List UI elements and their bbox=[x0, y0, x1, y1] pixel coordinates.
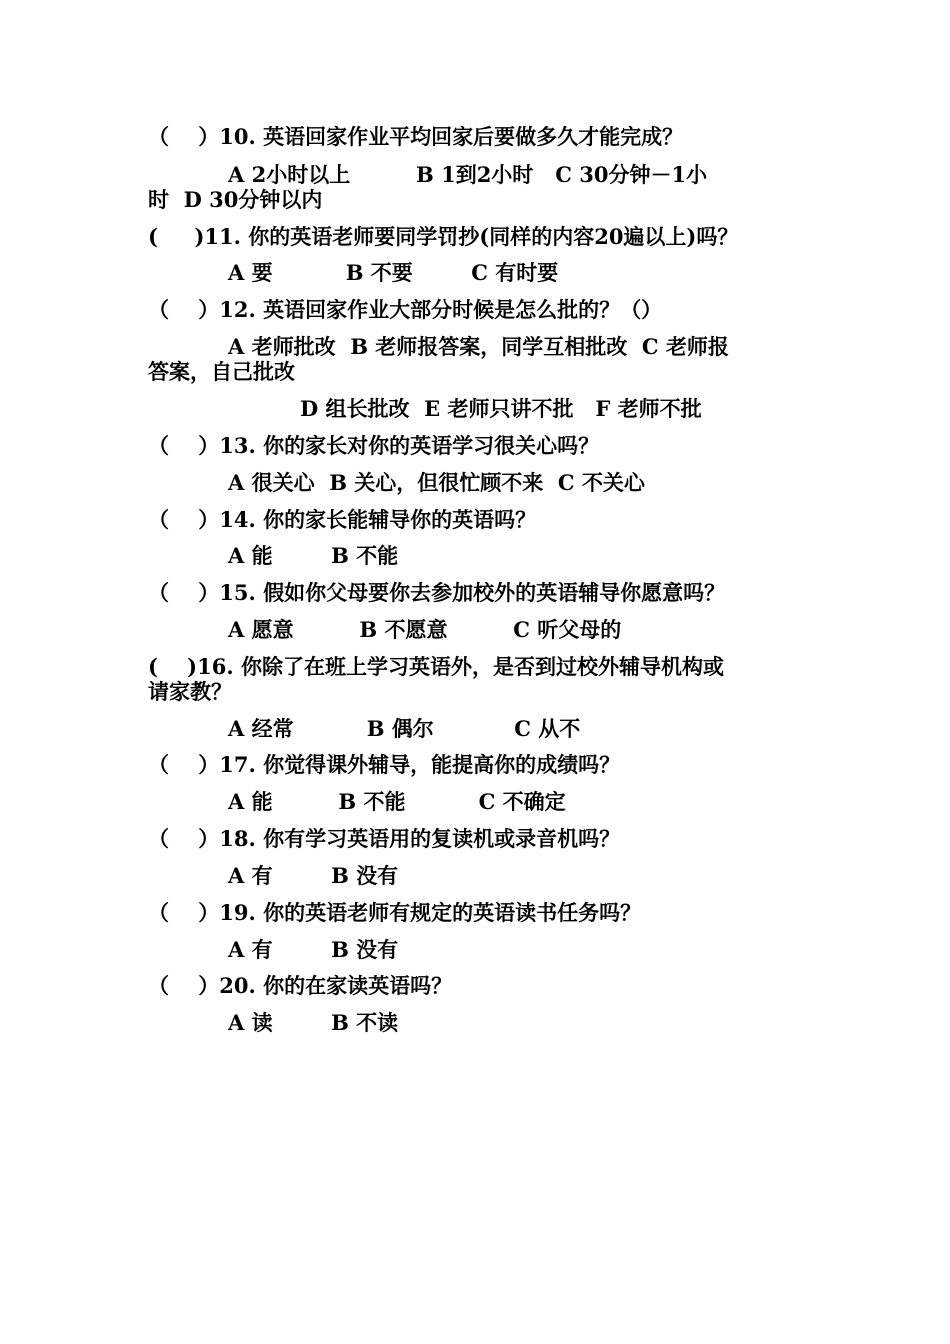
options-14: A 能 B 不能 bbox=[228, 543, 399, 568]
question-16-cont: 请家教？ bbox=[148, 679, 232, 704]
question-10: （ ）10. 英语回家作业平均回家后要做多久才能完成？ bbox=[148, 124, 684, 149]
question-18: （ ）18. 你有学习英语用的复读机或录音机吗？ bbox=[148, 826, 621, 851]
question-11: ( )11. 你的英语老师要同学罚抄(同样的内容20遍以上)吗？ bbox=[148, 224, 739, 249]
options-18: A 有 B 没有 bbox=[228, 863, 399, 888]
question-13: （ ）13. 你的家长对你的英语学习很关心吗？ bbox=[148, 433, 600, 458]
question-19: （ ）19. 你的英语老师有规定的英语读书任务吗？ bbox=[148, 900, 642, 925]
question-14: （ ）14. 你的家长能辅导你的英语吗？ bbox=[148, 507, 537, 532]
question-20: （ ）20. 你的在家读英语吗？ bbox=[148, 973, 453, 998]
options-12: A 老师批改 B 老师报答案，同学互相批改 C 老师报 bbox=[228, 334, 729, 359]
options-13: A 很关心 B 关心，但很忙顾不来 C 不关心 bbox=[228, 470, 645, 495]
options-16: A 经常 B 偶尔 C 从不 bbox=[228, 716, 581, 741]
question-16: ( )16. 你除了在班上学习英语外，是否到过校外辅导机构或 bbox=[148, 654, 724, 679]
options-12-cont: 答案，自己批改 bbox=[148, 359, 295, 384]
question-15: （ ）15. 假如你父母要你去参加校外的英语辅导你愿意吗？ bbox=[148, 580, 726, 605]
options-12-cont2: D 组长批改 E 老师只讲不批 F 老师不批 bbox=[300, 396, 702, 421]
options-15: A 愿意 B 不愿意 C 听父母的 bbox=[228, 617, 622, 642]
options-10: A 2小时以上 B 1到2小时 C 30分钟－1小 bbox=[228, 162, 708, 187]
options-20: A 读 B 不读 bbox=[228, 1010, 399, 1035]
options-17: A 能 B 不能 C 不确定 bbox=[228, 789, 566, 814]
options-11: A 要 B 不要 C 有时要 bbox=[228, 260, 559, 285]
options-19: A 有 B 没有 bbox=[228, 937, 399, 962]
options-10-cont: 时 D 30分钟以内 bbox=[148, 187, 323, 212]
question-12: （ ）12. 英语回家作业大部分时候是怎么批的？（） bbox=[148, 297, 663, 322]
question-17: （ ）17. 你觉得课外辅导，能提高你的成绩吗？ bbox=[148, 752, 621, 777]
